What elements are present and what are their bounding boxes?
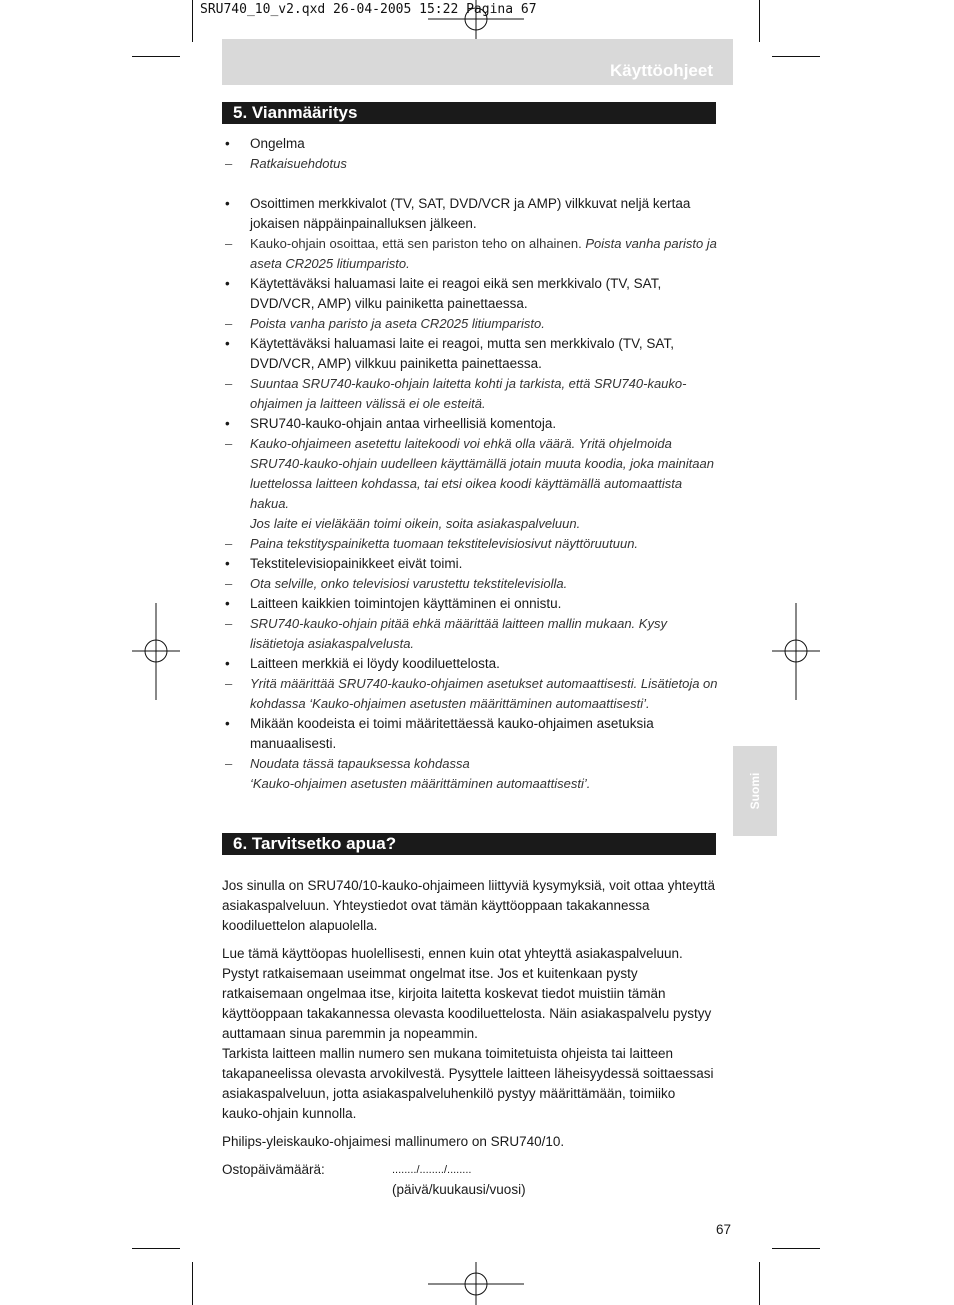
- solution-item: – SRU740-kauko-ohjain pitää ehkä määrittää laitteen mallin mukaan. Kysy lisätietoja asiakaspalvelusta.: [225, 616, 667, 651]
- help-paragraph: Jos sinulla on SRU740/10-kauko-ohjaimeen liittyviä kysymyksiä, voit ottaa yhteyttä asiakaspalveluun. Yhteystiedot ovat tämän käyttöoppaan takakannessa koodiluettelon alapuolella.: [222, 878, 715, 933]
- section-heading-help: [222, 833, 716, 855]
- crop-mark: [759, 0, 760, 42]
- purchase-date-format: (päivä/kuukausi/vuosi): [392, 1182, 526, 1197]
- help-paragraph: Lue tämä käyttöopas huolellisesti, ennen kuin otat yhteyttä asiakaspalveluun. Pystyt ratkaisemaan useimmat ongelmat itse. Jos et kuitenkaan pysty ratkaisemaan ongelmaa itse, kirjoita laitetta koskevat tiedot muistiin tämän käyttöoppaan takakannessa olevasta koodiluettelosta. Näin asiakaspalvelu pystyy auttamaan sinua paremmin ja nopeammin.: [222, 946, 712, 1041]
- solution-item: – Poista vanha paristo ja aseta CR2025 litiumparisto.: [225, 316, 545, 331]
- troubleshooting-list: [222, 134, 722, 794]
- file-slug: SRU740_10_v2.qxd 26-04-2005 15:22 Pagina 67: [200, 2, 537, 17]
- purchase-date-label: Ostopäivämäärä:: [222, 1162, 325, 1177]
- crop-mark: [132, 56, 180, 57]
- solution-item-extra: Jos laite ei vieläkään toimi oikein, soita asiakaspalveluun.: [250, 516, 581, 531]
- solution-item: – Kauko-ohjaimeen asetettu laitekoodi voi ehkä olla väärä. Yritä ohjelmoida SRU740-kauko-ohjain uudelleen käyttämällä jotain muuta koodia, joka mainitaan luettelossa laitteen kohdassa, tai etsi oikea koodi käyttämällä automaattista hakua.: [225, 436, 714, 511]
- legend-solution: – Ratkaisuehdotus: [225, 156, 347, 171]
- language-tab-label: Suomi: [748, 772, 762, 810]
- crop-mark: [759, 1262, 760, 1305]
- registration-mark-bottom: [428, 1262, 524, 1305]
- section-title: 6. Tarvitsetko apua?: [233, 834, 397, 853]
- chapter-header: [222, 39, 733, 85]
- purchase-date-value: ......../......../........: [392, 1164, 472, 1176]
- crop-mark: [772, 1248, 820, 1249]
- problem-item: • Osoittimen merkkivalot (TV, SAT, DVD/VCR ja AMP) vilkkuvat neljä kertaa jokaisen näppäinpainalluksen jälkeen.: [225, 196, 691, 231]
- model-number-text: Philips-yleiskauko-ohjaimesi mallinumero on SRU740/10.: [222, 1134, 565, 1149]
- registration-mark-left: [132, 603, 180, 700]
- solution-item: – Ota selville, onko televisiosi varustettu tekstitelevisiolla.: [225, 576, 568, 591]
- problem-item: • SRU740-kauko-ohjain antaa virheellisiä komentoja.: [225, 416, 557, 431]
- problem-item: • Käytettäväksi haluamasi laite ei reagoi, mutta sen merkkivalo (TV, SAT, DVD/VCR, AMP) vilkkuu painiketta painettaessa.: [225, 336, 674, 371]
- solution-item: – Noudata tässä tapauksessa kohdassa: [225, 756, 470, 771]
- registration-mark-top: [428, 0, 524, 44]
- problem-item: • Tekstitelevisiopainikkeet eivät toimi.: [225, 556, 463, 571]
- problem-item: • Mikään koodeista ei toimi määritettäessä kauko-ohjaimen asetuksia manuaalisesti.: [225, 716, 654, 751]
- crop-mark: [192, 0, 193, 42]
- crop-mark: [772, 56, 820, 57]
- help-body: [222, 876, 718, 1200]
- language-tab: [733, 746, 777, 836]
- solution-item: – Suuntaa SRU740-kauko-ohjain laitetta kohti ja tarkista, että SRU740-kauko-ohjaimen ja laitteen välissä ei ole esteitä.: [225, 376, 687, 411]
- section-heading-troubleshooting: [222, 102, 716, 124]
- solution-item: – Yritä määrittää SRU740-kauko-ohjaimen asetukset automaattisesti. Lisätietoja on kohdassa ‘Kauko-ohjaimen asetusten määrittäminen automaattisesti’.: [225, 676, 718, 711]
- solution-item-extra: ‘Kauko-ohjaimen asetusten määrittäminen automaattisesti’.: [250, 776, 591, 791]
- solution-item: – Paina tekstityspainiketta tuomaan tekstitelevisiosivut näyttöruutuun.: [225, 536, 639, 551]
- registration-mark-right: [772, 603, 820, 700]
- chapter-title: Käyttöohjeet: [610, 61, 713, 80]
- section-title: 5. Vianmääritys: [233, 103, 358, 122]
- crop-mark: [192, 1262, 193, 1305]
- page-number: 67: [716, 1222, 732, 1237]
- help-paragraph: Tarkista laitteen mallin numero sen mukana toimitetuista ohjeista tai laitteen takapaneelissa olevasta arvokilvestä. Pysyttele laitteen läheisyydessä soittaessasi asiakaspalveluun, jotta asiakaspalveluhenkilö pystyy määrittämään, toimiiko kauko-ohjain kunnolla.: [222, 1046, 714, 1121]
- solution-item: – Kauko-ohjain osoittaa, että sen pariston teho on alhainen. Poista vanha paristo ja aseta CR2025 litiumparisto.: [225, 236, 717, 271]
- problem-item: • Laitteen merkkiä ei löydy koodiluettelosta.: [225, 656, 500, 671]
- problem-item: • Käytettäväksi haluamasi laite ei reagoi eikä sen merkkivalo (TV, SAT, DVD/VCR, AMP) vilku painiketta painettaessa.: [225, 276, 662, 311]
- legend-problem: • Ongelma: [225, 136, 305, 151]
- problem-item: • Laitteen kaikkien toimintojen käyttäminen ei onnistu.: [225, 596, 562, 611]
- purchase-date: [222, 1160, 718, 1200]
- crop-mark: [132, 1248, 180, 1249]
